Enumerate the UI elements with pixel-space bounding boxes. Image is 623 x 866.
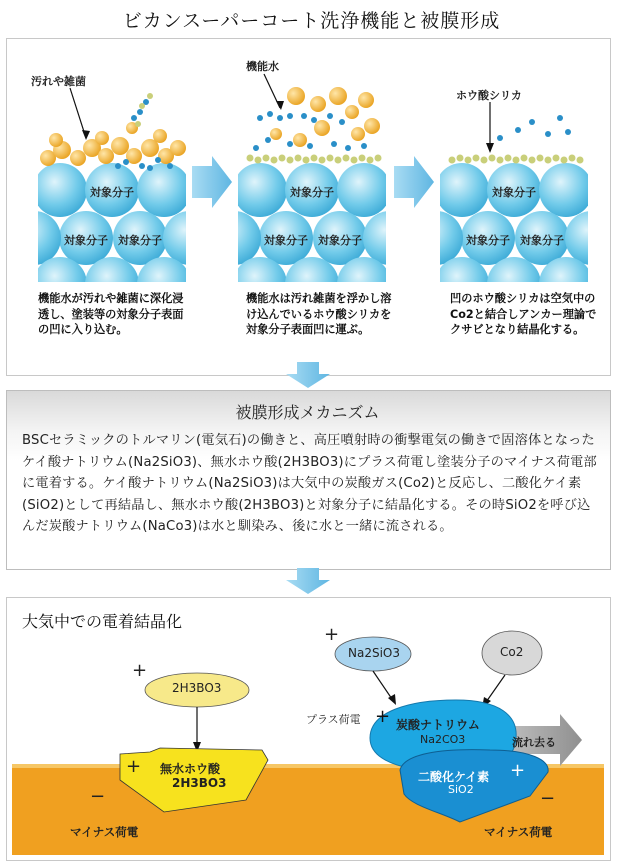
molecule-label: 対象分子 xyxy=(264,234,308,247)
plus-sign: + xyxy=(510,760,526,781)
minus-sign: − xyxy=(540,788,556,809)
step-3-description: 凹のホウ酸シリカは空気中のCo2と結合しアンカー理論でクサビとなり結晶化する。 xyxy=(450,292,597,336)
mechanism-description: BSCセラミックのトルマリン(電気石)の働きと、高圧噴射時の衝撃電気の働きで固溶体となったケイ酸ナトリウム(Na2SiO3)、無水ホウ酸(2H3BO3)にプラス荷電し塗装分子のマイナス荷電部に電着する。ケイ酸ナトリウム(Na2SiO3)は大気中の炭酸ガス(Co2)と反応し、二酸化ケイ素(SiO2)として再結晶し、無水ホウ酸(2H3BO3)と対象分子に結晶化する。その時SiO2を呼び込んだ炭酸ナトリウム(NaCo3)は水と馴染み、後に水と一緒に流される。 xyxy=(22,433,597,534)
sodium-carbonate-formula: Na2CO3 xyxy=(420,733,466,746)
sodium-carbonate-label: 炭酸ナトリウム xyxy=(396,718,480,732)
callout-functional-water: 機能水 xyxy=(246,60,279,73)
plus-sign: + xyxy=(132,660,148,681)
molecule-label: 対象分子 xyxy=(318,234,362,247)
plus-sign: + xyxy=(126,756,142,777)
molecule-label: 対象分子 xyxy=(492,186,536,199)
step-1-description: 機能水が汚れや雑菌に深化浸透し、塗装等の対象分子表面の凹に入り込む。 xyxy=(38,292,184,336)
mechanism-title: 被膜形成メカニズム xyxy=(235,403,380,422)
molecule-label: 対象分子 xyxy=(520,234,564,247)
molecule-label: 対象分子 xyxy=(466,234,510,247)
boric-acid-label: 2H3BO3 xyxy=(172,681,222,695)
minus-charge-left: マイナス荷電 xyxy=(70,825,139,839)
flow-away-label: 流れ去る xyxy=(512,736,556,749)
anhydrous-boric-formula: 2H3BO3 xyxy=(172,776,227,790)
functional-water-particles xyxy=(247,87,382,164)
silica-formula: SiO2 xyxy=(448,783,474,796)
anhydrous-boric-label: 無水ホウ酸 xyxy=(160,762,221,776)
molecule-label: 対象分子 xyxy=(290,186,334,199)
molecule-label: 対象分子 xyxy=(64,234,108,247)
callout-boric-silica: ホウ酸シリカ xyxy=(456,89,522,102)
boric-silica-particles xyxy=(449,115,584,164)
step-2-description: 機能水は汚れ雑菌を浮かし溶け込んでいるホウ酸シリカを対象分子表面凹に運ぶ。 xyxy=(246,292,392,336)
callout-dirt: 汚れや雑菌 xyxy=(31,75,86,88)
page-title: ビカンスーパーコート洗浄機能と被膜形成 xyxy=(122,10,501,32)
molecule-label: 対象分子 xyxy=(118,234,162,247)
minus-charge-right: マイナス荷電 xyxy=(484,825,553,839)
co2-label: Co2 xyxy=(500,645,524,659)
sodium-silicate-label: Na2SiO3 xyxy=(348,646,400,660)
silica-label: 二酸化ケイ素 xyxy=(418,770,490,784)
minus-sign: − xyxy=(90,786,106,807)
plus-sign: + xyxy=(324,624,340,645)
plus-sign: + xyxy=(375,706,391,727)
dirt-particles xyxy=(40,93,186,171)
molecule-label: 対象分子 xyxy=(90,186,134,199)
plus-charge-label: プラス荷電 xyxy=(306,713,361,726)
atmosphere-title: 大気中での電着結晶化 xyxy=(22,612,183,631)
